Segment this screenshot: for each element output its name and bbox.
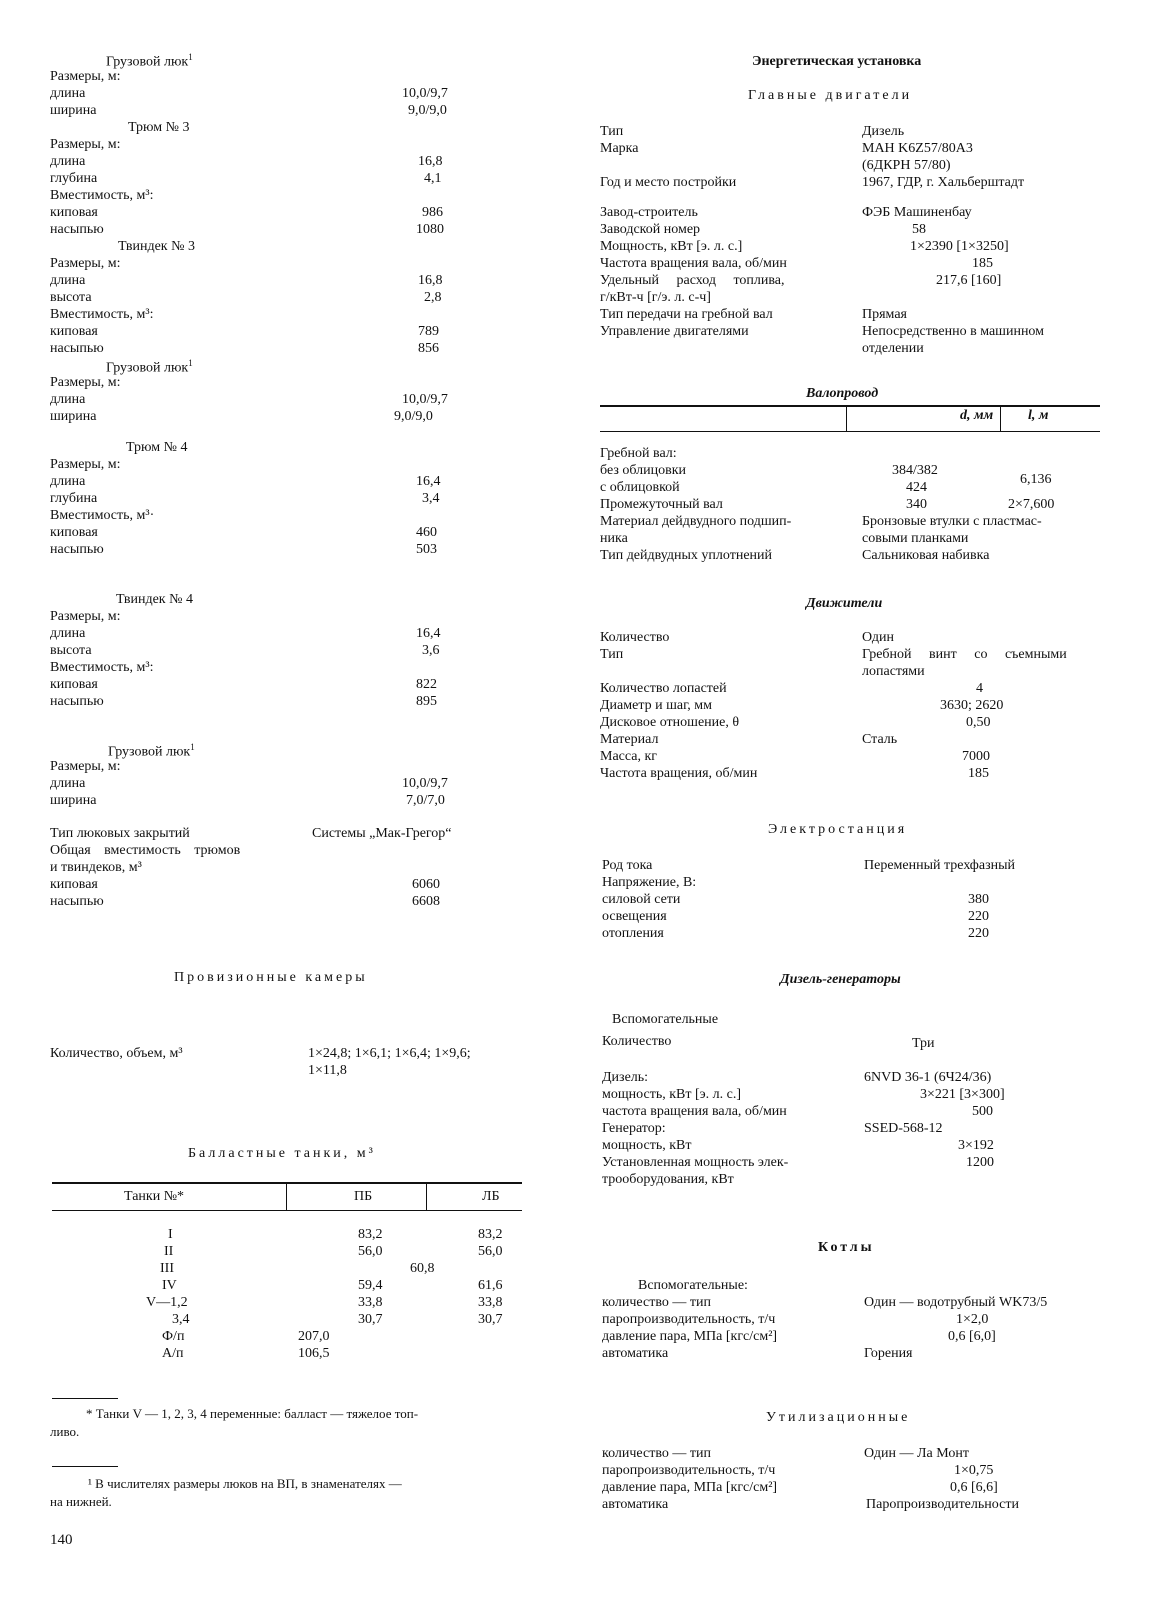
hold4-bale-label: киповая <box>50 525 98 540</box>
dg-aux-label: Вспомогательные <box>612 1012 719 1027</box>
hatch3-length: 10,0/9,7 <box>402 776 448 791</box>
prop-type-label: Тип <box>600 647 624 662</box>
engine-control-line1: Непосредственно в машинном <box>862 324 1045 339</box>
prop-shaft-label: Гребной вал: <box>600 446 677 461</box>
util-automation-label: автоматика <box>602 1497 669 1512</box>
hold3-grain-label: насыпью <box>50 222 104 237</box>
engine-fuel-label-line2: г/кВт-ч [г/э. л. с-ч] <box>600 290 711 305</box>
provisions-label: Количество, объем, м³ <box>50 1046 183 1061</box>
util-capacity-label: паропроизводительность, т/ч <box>602 1463 776 1478</box>
shafting-col-divider-2 <box>1000 407 1001 431</box>
no-lining-label: без облицовки <box>600 463 687 478</box>
boiler-pressure: 0,6 [6,0] <box>948 1329 996 1344</box>
prop-rpm-label: Частота вращения, об/мин <box>600 766 758 781</box>
boiler-qty: Один — водотрубный WK73/5 <box>864 1295 1048 1310</box>
util-capacity: 1×0,75 <box>954 1463 994 1478</box>
heating-label: отопления <box>602 926 664 941</box>
hatch1-width: 9,0/9,0 <box>408 103 447 118</box>
shafting-col-d: d, мм <box>960 408 994 423</box>
engine-fuel-label-line1: Удельный расход топлива, <box>600 273 785 288</box>
total-grain-label: насыпью <box>50 894 104 909</box>
boiler-capacity-label: паропроизводительность, т/ч <box>602 1312 776 1327</box>
bearing-line1: Бронзовые втулки с пластмас- <box>862 514 1042 529</box>
utilization-heading: Утилизационные <box>766 1410 911 1425</box>
engine-maker-label: Завод-строитель <box>600 205 698 220</box>
hold3-title: Трюм № 3 <box>128 120 190 135</box>
tween4-length: 16,4 <box>416 626 441 641</box>
power-net: 380 <box>968 892 989 907</box>
engine-brand-line2: (6ДКРН 57/80) <box>862 158 951 173</box>
util-pressure-label: давление пара, МПа [кгс/см²] <box>602 1480 778 1495</box>
tween3-bale-label: киповая <box>50 324 98 339</box>
dg-qty: Три <box>912 1036 935 1051</box>
lining-d: 424 <box>906 480 927 495</box>
covers-label: Тип люковых закрытий <box>50 826 190 841</box>
total-grain: 6608 <box>412 894 440 909</box>
power-net-label: силовой сети <box>602 892 681 907</box>
hatch1-length-label: длина <box>50 86 86 101</box>
hold3-depth: 4,1 <box>424 171 442 186</box>
boilers-aux-label: Вспомогательные: <box>638 1278 748 1293</box>
hatch3-sizes: Размеры, м: <box>50 759 121 774</box>
util-qty: Один — Ла Монт <box>864 1446 969 1461</box>
power-plant-heading: Энергетическая установка <box>752 54 922 69</box>
dg-rpm: 500 <box>972 1104 993 1119</box>
hold4-sizes: Размеры, м: <box>50 457 121 472</box>
ballast-col-lb: ЛБ <box>482 1189 500 1204</box>
prop-disc-label: Дисковое отношение, θ <box>600 715 740 730</box>
engine-power: 1×2390 [1×3250] <box>910 239 1009 254</box>
hold4-title: Трюм № 4 <box>126 440 188 455</box>
heating: 220 <box>968 926 989 941</box>
boiler-automation: Горения <box>864 1346 913 1361</box>
engine-year: 1967, ГДР, г. Хальберштадт <box>862 175 1025 190</box>
hatch2-width-label: ширина <box>50 409 97 424</box>
tween3-title: Твиндек № 3 <box>118 239 195 254</box>
tween3-capacity: Вместимость, м³: <box>50 307 154 322</box>
bearing-line2: совыми планками <box>862 531 969 546</box>
intermediate-shaft-l: 2×7,600 <box>1008 497 1055 512</box>
current-type: Переменный трехфазный <box>864 858 1015 873</box>
provisions-value-line2: 1×11,8 <box>308 1063 347 1078</box>
hold3-bale-label: киповая <box>50 205 98 220</box>
boiler-qty-label: количество — тип <box>602 1295 711 1310</box>
engine-maker: ФЭБ Машиненбау <box>862 205 972 220</box>
boiler-automation-label: автоматика <box>602 1346 669 1361</box>
table-row: IV 59,4 61,6 <box>162 1278 503 1293</box>
hatch2-length-label: длина <box>50 392 86 407</box>
table-row: 3,4 30,7 30,7 <box>172 1312 503 1327</box>
dg-diesel-label: Дизель: <box>602 1070 649 1085</box>
table-row: I 83,2 83,2 <box>168 1227 503 1242</box>
engine-serial: 58 <box>912 222 926 237</box>
lighting: 220 <box>968 909 989 924</box>
no-lining-d: 384/382 <box>892 463 938 478</box>
table-row: А/п 106,5 <box>162 1346 330 1361</box>
engine-power-label: Мощность, кВт [э. л. с.] <box>600 239 743 254</box>
tween3-grain: 856 <box>418 341 439 356</box>
hatch2-length: 10,0/9,7 <box>402 392 448 407</box>
tween4-capacity: Вместимость, м³: <box>50 660 154 675</box>
hatch1-title: Грузовой люк$^1$ <box>106 52 193 70</box>
total-capacity-line2: и твиндеков, м³ <box>50 860 142 875</box>
seal-value: Сальниковая набивка <box>862 548 990 563</box>
provisions-heading: Провизионные камеры <box>174 970 368 985</box>
dg-rpm-label: частота вращения вала, об/мин <box>602 1104 787 1119</box>
hatch3-length-label: длина <box>50 776 86 791</box>
boiler-pressure-label: давление пара, МПа [кгс/см²] <box>602 1329 778 1344</box>
hold4-length-label: длина <box>50 474 86 489</box>
hatch1-sizes: Размеры, м: <box>50 69 121 84</box>
ballast-heading: Балластные танки, м³ <box>188 1146 376 1161</box>
diesel-generators-heading: Дизель-генераторы <box>780 972 901 987</box>
shafting-rule-top <box>600 405 1100 407</box>
propulsors-heading: Движители <box>806 596 883 611</box>
dg-power-label: мощность, кВт [э. л. с.] <box>602 1087 741 1102</box>
hatch3-width-label: ширина <box>50 793 97 808</box>
table-row: V—1,2 33,8 33,8 <box>146 1295 503 1310</box>
engine-drive: Прямая <box>862 307 907 322</box>
hold4-grain-label: насыпью <box>50 542 104 557</box>
hold4-grain: 503 <box>416 542 437 557</box>
tween4-length-label: длина <box>50 626 86 641</box>
footnote-2-line1: ¹ В числителях размеры люков на ВП, в знаменателях — <box>88 1476 402 1491</box>
hatch3-title: Грузовой люк$^1$ <box>108 742 195 760</box>
prop-material: Сталь <box>862 732 898 747</box>
footnote-2-line2: на нижней. <box>50 1494 112 1509</box>
no-lining-l: 6,136 <box>1020 472 1052 487</box>
installed-power-label-line2: трооборудования, кВт <box>602 1172 734 1187</box>
total-bale: 6060 <box>412 877 440 892</box>
hold3-bale: 986 <box>422 205 443 220</box>
boiler-capacity: 1×2,0 <box>956 1312 989 1327</box>
hold3-length: 16,8 <box>418 154 443 169</box>
shafting-heading: Валопровод <box>806 386 879 401</box>
tween3-grain-label: насыпью <box>50 341 104 356</box>
total-bale-label: киповая <box>50 877 98 892</box>
tween4-title: Твиндек № 4 <box>116 592 193 607</box>
tween3-height: 2,8 <box>424 290 442 305</box>
tween4-bale: 822 <box>416 677 437 692</box>
hold3-depth-label: глубина <box>50 171 98 186</box>
engine-rpm: 185 <box>972 256 993 271</box>
prop-blades: 4 <box>976 681 983 696</box>
engine-rpm-label: Частота вращения вала, об/мин <box>600 256 787 271</box>
footnote-rule-1 <box>52 1398 118 1399</box>
engine-drive-label: Тип передачи на гребной вал <box>600 307 773 322</box>
shafting-col-divider <box>846 407 847 431</box>
hold3-grain: 1080 <box>416 222 444 237</box>
tween3-height-label: высота <box>50 290 92 305</box>
current-type-label: Род тока <box>602 858 653 873</box>
page-number: 140 <box>50 1532 73 1548</box>
dg-diesel: 6NVD 36-1 (6Ч24/36) <box>864 1070 992 1085</box>
table-row: III 60,8 <box>160 1261 435 1276</box>
boilers-heading: Котлы <box>818 1240 875 1255</box>
prop-material-label: Материал <box>600 732 659 747</box>
hatch1-width-label: ширина <box>50 103 97 118</box>
dg-gen-power-label: мощность, кВт <box>602 1138 692 1153</box>
prop-qty: Один <box>862 630 895 645</box>
dg-qty-label: Количество <box>602 1034 672 1049</box>
engine-fuel: 217,6 [160] <box>936 273 1002 288</box>
footnote-rule-2 <box>52 1466 118 1467</box>
ballast-rows <box>50 1226 520 1362</box>
tween3-sizes: Размеры, м: <box>50 256 121 271</box>
footnote-1-line2: ливо. <box>50 1424 80 1439</box>
ballast-col-tanks: Танки №* <box>124 1189 185 1204</box>
engine-type: Дизель <box>862 124 905 139</box>
installed-power-label-line1: Установленная мощность элек- <box>602 1155 789 1170</box>
tween4-height: 3,6 <box>422 643 440 658</box>
prop-diameter-label: Диаметр и шаг, мм <box>600 698 712 713</box>
hold4-depth-label: глубина <box>50 491 98 506</box>
hold4-capacity: Вместимость, м³· <box>50 508 155 523</box>
voltage-label: Напряжение, В: <box>602 875 697 890</box>
prop-disc: 0,50 <box>966 715 991 730</box>
main-engines-heading: Главные двигатели <box>748 88 913 103</box>
prop-diameter: 3630; 2620 <box>940 698 1004 713</box>
hold4-bale: 460 <box>416 525 437 540</box>
footnote-1-line1: * Танки V — 1, 2, 3, 4 переменные: балласт — тяжелое топ- <box>86 1406 419 1421</box>
bearing-label-line2: ника <box>600 531 628 546</box>
tween3-length: 16,8 <box>418 273 443 288</box>
dg-generator: SSED-568-12 <box>864 1121 943 1136</box>
tween4-sizes: Размеры, м: <box>50 609 121 624</box>
hold4-depth: 3,4 <box>422 491 440 506</box>
prop-blades-label: Количество лопастей <box>600 681 727 696</box>
ballast-col-pb: ПБ <box>354 1189 373 1204</box>
prop-qty-label: Количество <box>600 630 670 645</box>
seal-label: Тип дейдвудных уплотнений <box>600 548 773 563</box>
total-capacity-line1: Общая вместимость трюмов <box>50 843 241 858</box>
bearing-label-line1: Материал дейдвудного подшип- <box>600 514 792 529</box>
hatch2-width: 9,0/9,0 <box>394 409 433 424</box>
table-row: Ф/п 207,0 <box>162 1329 330 1344</box>
tween4-grain: 895 <box>416 694 437 709</box>
lighting-label: освещения <box>602 909 667 924</box>
shafting-col-l: l, м <box>1028 408 1049 423</box>
engine-serial-label: Заводской номер <box>600 222 701 237</box>
provisions-value-line1: 1×24,8; 1×6,1; 1×6,4; 1×9,6; <box>308 1046 471 1061</box>
hold3-sizes: Размеры, м: <box>50 137 121 152</box>
lining-label: с облицовкой <box>600 480 680 495</box>
engine-control-line2: отделении <box>862 341 924 356</box>
tween3-bale: 789 <box>418 324 439 339</box>
tween4-height-label: высота <box>50 643 92 658</box>
tween4-bale-label: киповая <box>50 677 98 692</box>
intermediate-shaft-label: Промежуточный вал <box>600 497 723 512</box>
engine-type-label: Тип <box>600 124 624 139</box>
shafting-rule-bottom <box>600 431 1100 432</box>
table-row: II 56,0 56,0 <box>164 1244 503 1259</box>
hatch1-length: 10,0/9,7 <box>402 86 448 101</box>
hatch2-title: Грузовой люк$^1$ <box>106 358 193 376</box>
hold3-length-label: длина <box>50 154 86 169</box>
util-automation: Паропроизводительности <box>866 1497 1019 1512</box>
prop-type-line2: лопастями <box>862 664 925 679</box>
hold3-capacity: Вместимость, м³: <box>50 188 154 203</box>
engine-year-label: Год и место постройки <box>600 175 737 190</box>
util-qty-label: количество — тип <box>602 1446 711 1461</box>
util-pressure: 0,6 [6,6] <box>950 1480 998 1495</box>
covers-value: Системы „Мак-Грегор“ <box>312 826 452 841</box>
hatch2-sizes: Размеры, м: <box>50 375 121 390</box>
hold4-length: 16,4 <box>416 474 441 489</box>
ballast-table <box>52 1182 522 1211</box>
tween4-grain-label: насыпью <box>50 694 104 709</box>
engine-brand-line1: МАН K6Z57/80A3 <box>862 141 973 156</box>
dg-gen-power: 3×192 <box>958 1138 994 1153</box>
electric-heading: Электростанция <box>768 822 908 837</box>
intermediate-shaft-d: 340 <box>906 497 927 512</box>
prop-mass: 7000 <box>962 749 990 764</box>
prop-type-line1: Гребной винт со съемными <box>862 647 1067 662</box>
dg-power: 3×221 [3×300] <box>920 1087 1005 1102</box>
engine-control-label: Управление двигателями <box>600 324 749 339</box>
installed-power: 1200 <box>966 1155 994 1170</box>
dg-generator-label: Генератор: <box>602 1121 666 1136</box>
prop-mass-label: Масса, кг <box>600 749 658 764</box>
prop-rpm: 185 <box>968 766 989 781</box>
hatch3-width: 7,0/7,0 <box>406 793 445 808</box>
tween3-length-label: длина <box>50 273 86 288</box>
engine-brand-label: Марка <box>600 141 639 156</box>
